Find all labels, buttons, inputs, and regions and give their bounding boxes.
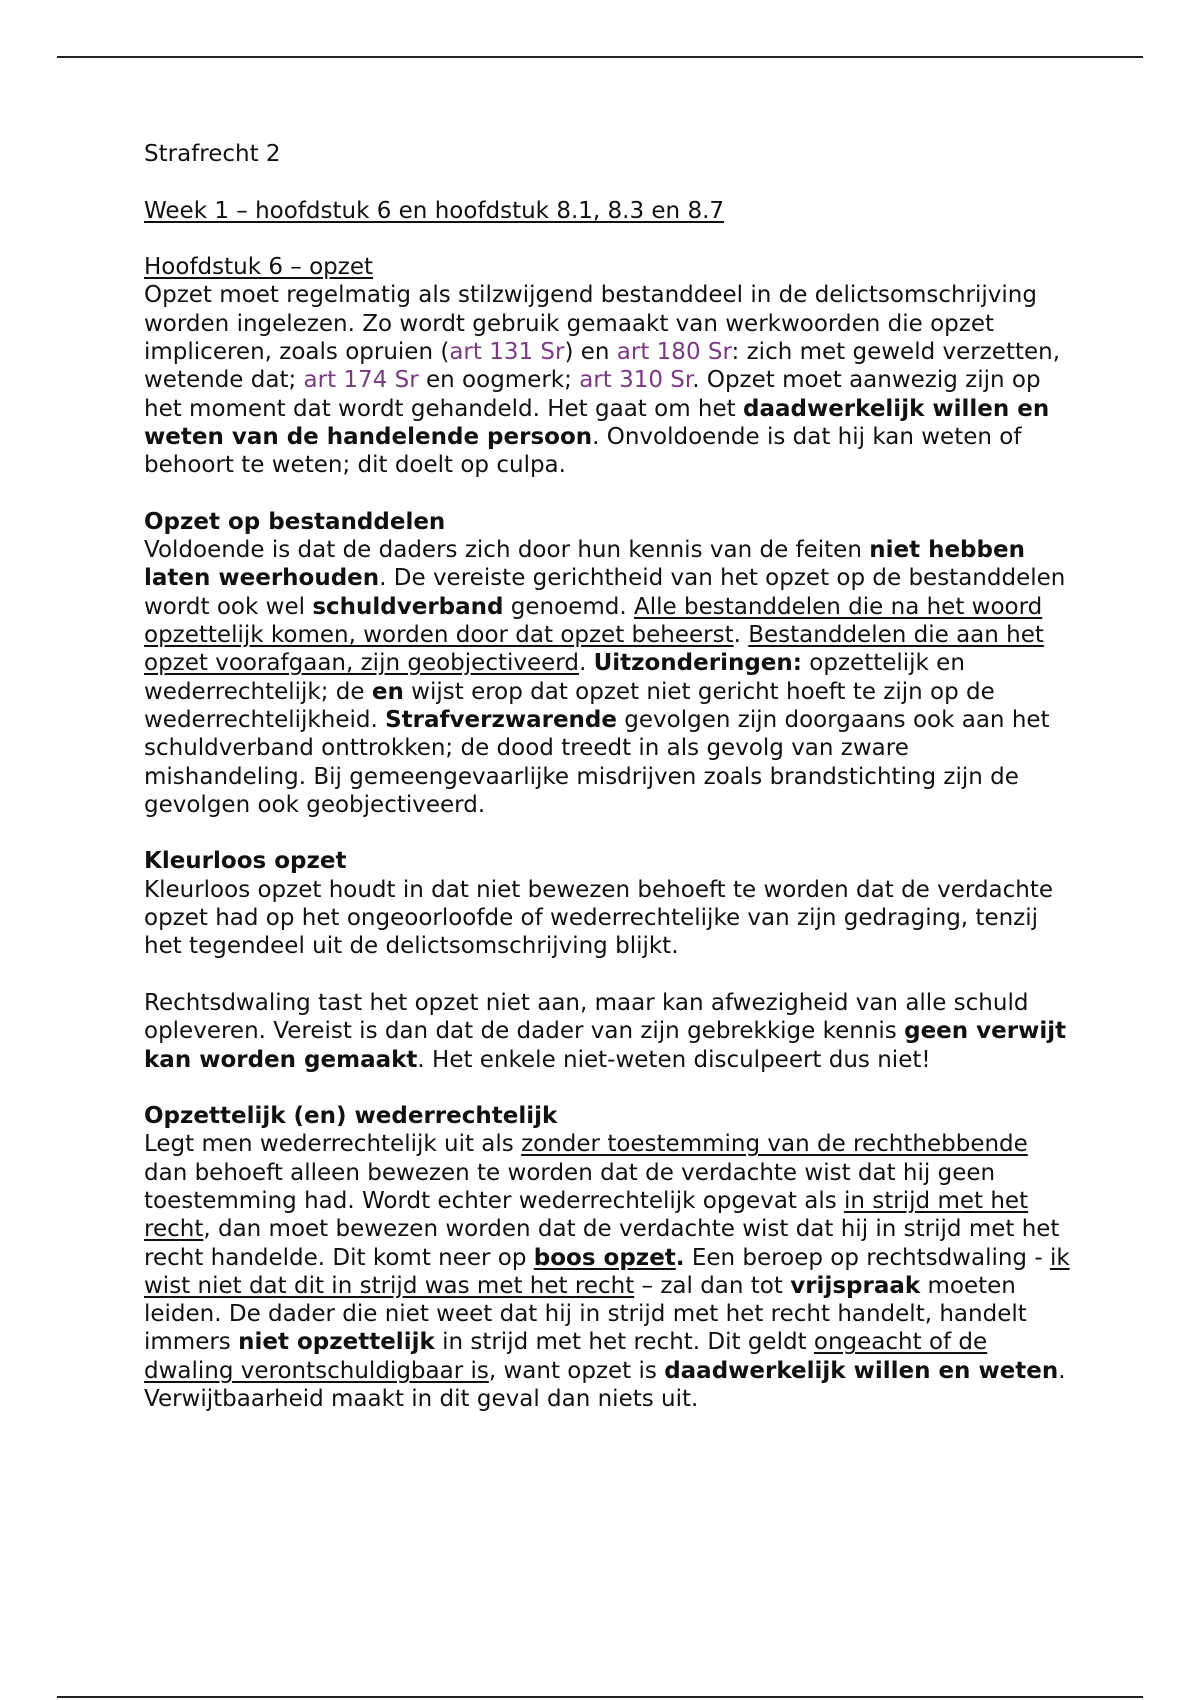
week-heading: Week 1 – hoofdstuk 6 en hoofdstuk 8.1, 8.3 en 8.7 <box>144 197 725 224</box>
article-reference: art 180 Sr <box>616 339 732 366</box>
article-reference: art 174 Sr <box>303 367 419 394</box>
top-rule <box>57 56 1143 58</box>
intro-paragraph: Opzet moet regelmatig als stilzwijgend bestanddeel in de delictsomschrijving worden ingelezen. Zo wordt gebruik gemaakt van werkwoorden die opzet impliceren, zoals opruien (art 131 Sr) en art 180 Sr: zich met geweld verzetten, wetende dat; art 174 Sr en oogmerk; art 310 Sr. Opzet moet aanwezig zijn op het moment dat wordt gehandeld. Het gaat om het daadwerkelijk willen en weten van de handelende persoon. Onvoldoende is dat hij kan weten of behoort te weten; dit doelt op culpa. <box>144 282 1061 479</box>
chapter-heading: Hoofdstuk 6 – opzet <box>144 254 374 281</box>
section-heading-wederrechtelijk: Opzettelijk (en) wederrechtelijk <box>144 1103 558 1130</box>
kleurloos-paragraph: Kleurloos opzet houdt in dat niet bewezen behoeft te worden dat de verdachte opzet had op het ongeoorloofde of wederrechtelijke van zijn gedraging, tenzij het tegendeel uit de delictsomschrijving blijkt. <box>144 876 1054 960</box>
rechtsdwaling-paragraph: Rechtsdwaling tast het opzet niet aan, maar kan afwezigheid van alle schuld opleveren. Vereist is dan dat de dader van zijn gebrekkige kennis geen verwijt kan worden gemaakt. Het enkele niet-weten disculpeert dus niet! <box>144 989 1067 1073</box>
article-reference: art 310 Sr <box>579 367 693 394</box>
section-heading-kleurloos: Kleurloos opzet <box>144 848 347 875</box>
article-reference: art 131 Sr <box>449 339 565 366</box>
bottom-rule <box>57 1696 1143 1698</box>
section-heading-bestanddelen: Opzet op bestanddelen <box>144 508 446 535</box>
doc-title: Strafrecht 2 <box>144 141 281 167</box>
bestanddelen-paragraph: Voldoende is dat de daders zich door hun kennis van de feiten niet hebben laten weerhouden. De vereiste gerichtheid van het opzet op de bestanddelen wordt ook wel schuldverband genoemd. Alle bestanddelen die na het woord opzettelijk komen, worden door dat opzet beheerst. Bestanddelen die aan het opzet voorafgaan, zijn geobjectiveerd. Uitzonderingen: opzettelijk en wederrechtelijk; de en wijst erop dat opzet niet gericht hoeft te zijn op de wederrechtelijkheid. Strafverzwarende gevolgen zijn doorgaans ook aan het schuldverband onttrokken; de dood treedt in als gevolg van zware mishandeling. Bij gemeengevaarlijke misdrijven zoals brandstichting zijn de gevolgen ook geobjectiveerd. <box>144 537 1066 818</box>
document-page <box>144 140 1074 1413</box>
wederrechtelijk-paragraph: Legt men wederrechtelijk uit als zonder toestemming van de rechthebbende dan behoeft alleen bewezen te worden dat de verdachte wist dat hij geen toestemming had. Wordt echter wederrechtelijk opgevat als in strijd met het recht, dan moet bewezen worden dat de verdachte wist dat hij in strijd met het recht handelde. Dit komt neer op boos opzet. Een beroep op rechtsdwaling - ik wist niet dat dit in strijd was met het recht – zal dan tot vrijspraak moeten leiden. De dader die niet weet dat hij in strijd met het recht handelt, handelt immers niet opzettelijk in strijd met het recht. Dit geldt ongeacht of de dwaling verontschuldigbaar is, want opzet is daadwerkelijk willen en weten. Verwijtbaarheid maakt in dit geval dan niets uit. <box>144 1131 1070 1413</box>
